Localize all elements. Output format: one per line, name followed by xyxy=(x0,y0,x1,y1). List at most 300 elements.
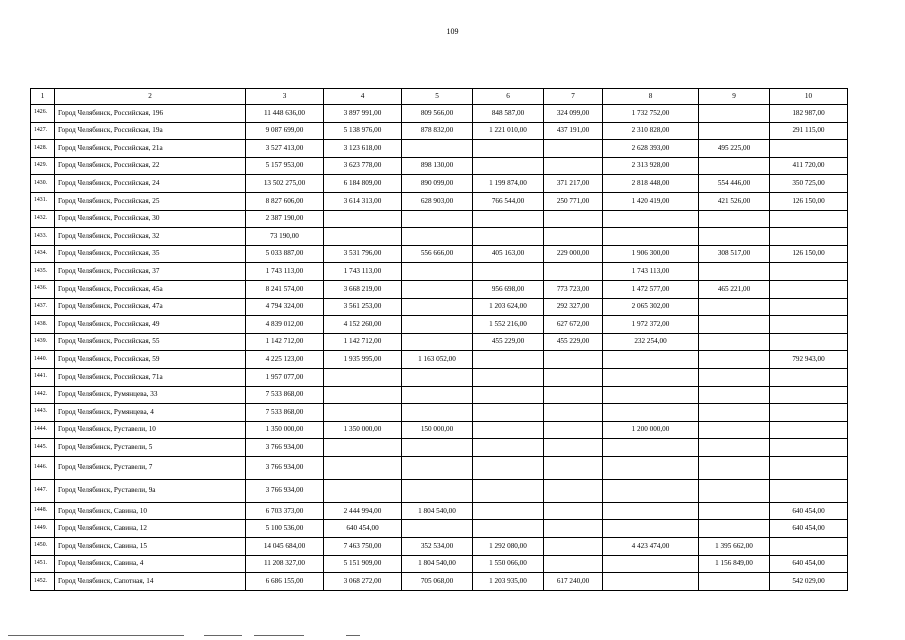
table-row xyxy=(31,520,848,538)
amount-cell: 4 839 012,00 xyxy=(246,316,324,334)
amount-cell xyxy=(402,479,473,502)
amount-cell xyxy=(603,368,699,386)
amount-cell: 1 420 419,00 xyxy=(603,192,699,210)
amount-cell xyxy=(473,210,544,228)
amount-cell: 556 666,00 xyxy=(402,245,473,263)
row-number-cell: 1441. xyxy=(31,368,55,386)
table-row xyxy=(31,210,848,228)
amount-cell: 73 190,00 xyxy=(246,228,324,246)
amount-cell: 1 203 624,00 xyxy=(473,298,544,316)
amount-cell xyxy=(402,280,473,298)
row-number-cell: 1448. xyxy=(31,502,55,520)
address-cell: Город Челябинск, Российская, 22 xyxy=(55,157,246,175)
amount-cell xyxy=(699,502,770,520)
amount-cell: 308 517,00 xyxy=(699,245,770,263)
amount-cell: 640 454,00 xyxy=(770,502,848,520)
amount-cell: 352 534,00 xyxy=(402,538,473,556)
amount-cell: 250 771,00 xyxy=(544,192,603,210)
amount-cell xyxy=(770,210,848,228)
row-number-cell: 1447. xyxy=(31,479,55,502)
amount-cell xyxy=(699,368,770,386)
amount-cell: 1 142 712,00 xyxy=(324,333,402,351)
amount-cell: 9 087 699,00 xyxy=(246,122,324,140)
amount-cell: 773 723,00 xyxy=(544,280,603,298)
amount-cell xyxy=(544,456,603,479)
amount-cell xyxy=(699,404,770,422)
amount-cell: 640 454,00 xyxy=(770,520,848,538)
row-number-cell: 1439. xyxy=(31,333,55,351)
amount-cell xyxy=(603,555,699,573)
amount-cell: 3 123 618,00 xyxy=(324,140,402,158)
amount-cell xyxy=(770,280,848,298)
amount-cell: 291 115,00 xyxy=(770,122,848,140)
amount-cell: 465 221,00 xyxy=(699,280,770,298)
amount-cell xyxy=(699,479,770,502)
address-cell: Город Челябинск, Российская, 196 xyxy=(55,105,246,123)
address-cell: Город Челябинск, Российская, 30 xyxy=(55,210,246,228)
table-row xyxy=(31,175,848,193)
amount-cell xyxy=(770,263,848,281)
amount-cell xyxy=(473,502,544,520)
amount-cell: 1 221 010,00 xyxy=(473,122,544,140)
amount-cell: 2 313 928,00 xyxy=(603,157,699,175)
amount-cell: 956 698,00 xyxy=(473,280,544,298)
amount-cell: 6 703 373,00 xyxy=(246,502,324,520)
amount-cell xyxy=(402,368,473,386)
footer-rule xyxy=(254,635,304,636)
amount-cell xyxy=(402,316,473,334)
amount-cell: 437 191,00 xyxy=(544,122,603,140)
amount-cell: 1 743 113,00 xyxy=(603,263,699,281)
row-number-cell: 1449. xyxy=(31,520,55,538)
address-cell: Город Челябинск, Российская, 37 xyxy=(55,263,246,281)
amount-cell: 1 292 080,00 xyxy=(473,538,544,556)
amount-cell: 4 152 260,00 xyxy=(324,316,402,334)
header-cell-8: 8 xyxy=(603,89,699,105)
amount-cell xyxy=(473,351,544,369)
amount-cell: 1 199 874,00 xyxy=(473,175,544,193)
amount-cell: 1 906 300,00 xyxy=(603,245,699,263)
amount-cell: 5 151 909,00 xyxy=(324,555,402,573)
address-cell: Город Челябинск, Российская, 24 xyxy=(55,175,246,193)
amount-cell xyxy=(544,439,603,457)
amount-cell xyxy=(770,368,848,386)
table-row xyxy=(31,351,848,369)
row-number-cell: 1430. xyxy=(31,175,55,193)
amount-cell: 1 804 540,00 xyxy=(402,502,473,520)
row-number-cell: 1434. xyxy=(31,245,55,263)
amount-cell: 2 628 393,00 xyxy=(603,140,699,158)
amount-cell xyxy=(544,404,603,422)
amount-cell: 3 766 934,00 xyxy=(246,439,324,457)
footer-rule xyxy=(204,635,242,636)
amount-cell: 1 163 052,00 xyxy=(402,351,473,369)
address-cell: Город Челябинск, Российская, 19а xyxy=(55,122,246,140)
amount-cell xyxy=(544,210,603,228)
amount-cell xyxy=(402,456,473,479)
amount-cell: 455 229,00 xyxy=(473,333,544,351)
table-row xyxy=(31,280,848,298)
address-cell: Город Челябинск, Российская, 55 xyxy=(55,333,246,351)
table-row xyxy=(31,502,848,520)
amount-cell: 11 208 327,00 xyxy=(246,555,324,573)
amount-cell xyxy=(603,439,699,457)
amount-cell: 628 903,00 xyxy=(402,192,473,210)
amount-cell xyxy=(544,386,603,404)
amount-cell xyxy=(699,122,770,140)
amount-cell: 792 943,00 xyxy=(770,351,848,369)
row-number-cell: 1426. xyxy=(31,105,55,123)
row-number-cell: 1451. xyxy=(31,555,55,573)
amount-cell xyxy=(473,456,544,479)
amount-cell: 1 957 077,00 xyxy=(246,368,324,386)
amount-cell: 5 100 536,00 xyxy=(246,520,324,538)
table-row xyxy=(31,105,848,123)
amount-cell: 878 832,00 xyxy=(402,122,473,140)
amount-cell xyxy=(770,386,848,404)
amount-cell: 627 672,00 xyxy=(544,316,603,334)
amount-cell xyxy=(770,298,848,316)
amount-cell: 5 033 887,00 xyxy=(246,245,324,263)
amount-cell: 7 533 868,00 xyxy=(246,404,324,422)
amount-cell xyxy=(544,368,603,386)
amount-cell xyxy=(544,479,603,502)
amount-cell: 1 552 216,00 xyxy=(473,316,544,334)
amount-cell xyxy=(699,228,770,246)
address-cell: Город Челябинск, Савина, 15 xyxy=(55,538,246,556)
amount-cell: 7 463 750,00 xyxy=(324,538,402,556)
amount-cell: 229 000,00 xyxy=(544,245,603,263)
amount-cell: 766 544,00 xyxy=(473,192,544,210)
amount-cell xyxy=(324,386,402,404)
amount-cell: 554 446,00 xyxy=(699,175,770,193)
table-body xyxy=(31,89,848,591)
amount-cell xyxy=(544,538,603,556)
amount-cell: 3 623 778,00 xyxy=(324,157,402,175)
amount-cell: 11 448 636,00 xyxy=(246,105,324,123)
amount-cell: 2 444 994,00 xyxy=(324,502,402,520)
amount-cell: 150 000,00 xyxy=(402,421,473,439)
amount-cell xyxy=(544,555,603,573)
amount-cell: 890 099,00 xyxy=(402,175,473,193)
table-row xyxy=(31,439,848,457)
amount-cell xyxy=(699,439,770,457)
amount-cell xyxy=(770,316,848,334)
amount-cell: 6 184 809,00 xyxy=(324,175,402,193)
amount-cell xyxy=(473,140,544,158)
amount-cell: 6 686 155,00 xyxy=(246,573,324,591)
amount-cell xyxy=(770,421,848,439)
amount-cell: 1 732 752,00 xyxy=(603,105,699,123)
amount-cell: 495 225,00 xyxy=(699,140,770,158)
table-row xyxy=(31,333,848,351)
address-cell: Город Челябинск, Савина, 10 xyxy=(55,502,246,520)
amount-cell: 4 423 474,00 xyxy=(603,538,699,556)
amount-cell xyxy=(770,479,848,502)
amount-cell xyxy=(324,368,402,386)
amount-cell: 3 766 934,00 xyxy=(246,456,324,479)
table-row xyxy=(31,573,848,591)
amount-cell: 1 156 849,00 xyxy=(699,555,770,573)
amount-cell xyxy=(699,298,770,316)
table-row xyxy=(31,386,848,404)
amount-cell xyxy=(473,228,544,246)
amount-cell xyxy=(770,333,848,351)
amount-cell xyxy=(402,439,473,457)
amount-cell xyxy=(699,421,770,439)
header-cell-7: 7 xyxy=(544,89,603,105)
amount-cell: 5 157 953,00 xyxy=(246,157,324,175)
amount-cell: 126 150,00 xyxy=(770,245,848,263)
amount-cell: 1 743 113,00 xyxy=(324,263,402,281)
amount-cell xyxy=(473,263,544,281)
amount-cell xyxy=(402,520,473,538)
amount-cell: 705 068,00 xyxy=(402,573,473,591)
header-cell-3: 3 xyxy=(246,89,324,105)
row-number-cell: 1427. xyxy=(31,122,55,140)
amount-cell xyxy=(603,351,699,369)
amount-cell xyxy=(699,520,770,538)
amount-cell: 1 395 662,00 xyxy=(699,538,770,556)
row-number-cell: 1444. xyxy=(31,421,55,439)
amount-cell xyxy=(770,538,848,556)
row-number-cell: 1435. xyxy=(31,263,55,281)
amount-cell xyxy=(699,351,770,369)
amount-cell: 1 200 000,00 xyxy=(603,421,699,439)
row-number-cell: 1445. xyxy=(31,439,55,457)
amount-cell xyxy=(324,479,402,502)
address-cell: Город Челябинск, Руставели, 7 xyxy=(55,456,246,479)
table-row xyxy=(31,157,848,175)
table-row xyxy=(31,404,848,422)
header-cell-6: 6 xyxy=(473,89,544,105)
header-cell-2: 2 xyxy=(55,89,246,105)
row-number-cell: 1438. xyxy=(31,316,55,334)
address-cell: Город Челябинск, Руставели, 9а xyxy=(55,479,246,502)
amount-cell: 5 138 976,00 xyxy=(324,122,402,140)
row-number-cell: 1443. xyxy=(31,404,55,422)
address-cell: Город Челябинск, Российская, 25 xyxy=(55,192,246,210)
row-number-cell: 1452. xyxy=(31,573,55,591)
amount-cell xyxy=(770,140,848,158)
table-row xyxy=(31,316,848,334)
table-row xyxy=(31,368,848,386)
row-number-cell: 1442. xyxy=(31,386,55,404)
amount-cell xyxy=(402,298,473,316)
table-row xyxy=(31,228,848,246)
amount-cell xyxy=(324,404,402,422)
amount-cell: 324 099,00 xyxy=(544,105,603,123)
row-number-cell: 1446. xyxy=(31,456,55,479)
amount-cell: 542 029,00 xyxy=(770,573,848,591)
amount-cell xyxy=(324,439,402,457)
footer-rule xyxy=(346,635,360,636)
amount-cell xyxy=(544,520,603,538)
amount-cell: 126 150,00 xyxy=(770,192,848,210)
amount-cell: 3 068 272,00 xyxy=(324,573,402,591)
amount-cell xyxy=(699,263,770,281)
header-cell-1: 1 xyxy=(31,89,55,105)
amount-cell xyxy=(699,333,770,351)
amount-cell xyxy=(402,404,473,422)
amount-cell xyxy=(699,456,770,479)
amount-cell: 371 217,00 xyxy=(544,175,603,193)
amount-cell: 3 527 413,00 xyxy=(246,140,324,158)
table-row xyxy=(31,421,848,439)
amount-cell: 1 935 995,00 xyxy=(324,351,402,369)
address-cell: Город Челябинск, Савина, 4 xyxy=(55,555,246,573)
amount-cell: 13 502 275,00 xyxy=(246,175,324,193)
amount-cell: 2 387 190,00 xyxy=(246,210,324,228)
amount-cell xyxy=(473,520,544,538)
amount-cell: 2 310 828,00 xyxy=(603,122,699,140)
amount-cell: 182 987,00 xyxy=(770,105,848,123)
amount-cell: 3 614 313,00 xyxy=(324,192,402,210)
amount-cell: 232 254,00 xyxy=(603,333,699,351)
amount-cell xyxy=(770,404,848,422)
amount-cell xyxy=(699,105,770,123)
row-number-cell: 1428. xyxy=(31,140,55,158)
table-row xyxy=(31,263,848,281)
amount-cell xyxy=(473,368,544,386)
header-cell-9: 9 xyxy=(699,89,770,105)
amount-cell: 809 566,00 xyxy=(402,105,473,123)
amount-cell: 1 472 577,00 xyxy=(603,280,699,298)
table-row xyxy=(31,298,848,316)
address-cell: Город Челябинск, Руставели, 10 xyxy=(55,421,246,439)
amount-cell: 1 972 372,00 xyxy=(603,316,699,334)
amount-cell xyxy=(603,573,699,591)
amount-cell xyxy=(603,502,699,520)
table-row xyxy=(31,245,848,263)
amount-cell xyxy=(603,210,699,228)
amount-cell: 8 827 606,00 xyxy=(246,192,324,210)
amount-cell xyxy=(402,210,473,228)
amount-cell: 617 240,00 xyxy=(544,573,603,591)
table-row xyxy=(31,479,848,502)
table-row xyxy=(31,538,848,556)
budget-table xyxy=(30,88,848,591)
page-number: 109 xyxy=(446,27,459,36)
amount-cell: 3 561 253,00 xyxy=(324,298,402,316)
address-cell: Город Челябинск, Российская, 47а xyxy=(55,298,246,316)
amount-cell xyxy=(473,404,544,422)
address-cell: Город Челябинск, Савина, 12 xyxy=(55,520,246,538)
address-cell: Город Челябинск, Румянцева, 4 xyxy=(55,404,246,422)
amount-cell xyxy=(544,351,603,369)
amount-cell xyxy=(473,386,544,404)
amount-cell: 3 897 991,00 xyxy=(324,105,402,123)
amount-cell: 1 203 935,00 xyxy=(473,573,544,591)
amount-cell xyxy=(544,263,603,281)
row-number-cell: 1437. xyxy=(31,298,55,316)
amount-cell xyxy=(402,386,473,404)
table-row xyxy=(31,456,848,479)
table-row xyxy=(31,555,848,573)
amount-cell xyxy=(544,421,603,439)
amount-cell xyxy=(544,140,603,158)
footer-rule xyxy=(8,635,184,636)
row-number-cell: 1436. xyxy=(31,280,55,298)
amount-cell: 1 350 000,00 xyxy=(324,421,402,439)
address-cell: Город Челябинск, Румянцева, 33 xyxy=(55,386,246,404)
table-row xyxy=(31,122,848,140)
header-cell-4: 4 xyxy=(324,89,402,105)
amount-cell xyxy=(402,140,473,158)
amount-cell xyxy=(603,456,699,479)
amount-cell xyxy=(699,210,770,228)
amount-cell xyxy=(473,421,544,439)
amount-cell: 640 454,00 xyxy=(770,555,848,573)
amount-cell: 8 241 574,00 xyxy=(246,280,324,298)
amount-cell: 455 229,00 xyxy=(544,333,603,351)
amount-cell: 4 794 324,00 xyxy=(246,298,324,316)
amount-cell: 2 818 448,00 xyxy=(603,175,699,193)
amount-cell: 411 720,00 xyxy=(770,157,848,175)
amount-cell xyxy=(699,316,770,334)
address-cell: Город Челябинск, Российская, 32 xyxy=(55,228,246,246)
amount-cell: 1 743 113,00 xyxy=(246,263,324,281)
address-cell: Город Челябинск, Российская, 21а xyxy=(55,140,246,158)
amount-cell xyxy=(544,157,603,175)
amount-cell: 1 142 712,00 xyxy=(246,333,324,351)
amount-cell: 848 587,00 xyxy=(473,105,544,123)
amount-cell xyxy=(603,520,699,538)
amount-cell xyxy=(544,502,603,520)
row-number-cell: 1432. xyxy=(31,210,55,228)
amount-cell: 292 327,00 xyxy=(544,298,603,316)
amount-cell xyxy=(324,456,402,479)
amount-cell xyxy=(770,228,848,246)
amount-cell: 1 350 000,00 xyxy=(246,421,324,439)
amount-cell: 1 550 066,00 xyxy=(473,555,544,573)
amount-cell: 7 533 868,00 xyxy=(246,386,324,404)
amount-cell: 421 526,00 xyxy=(699,192,770,210)
address-cell: Город Челябинск, Российская, 71а xyxy=(55,368,246,386)
amount-cell xyxy=(324,210,402,228)
amount-cell xyxy=(699,157,770,175)
table-row xyxy=(31,140,848,158)
amount-cell: 640 454,00 xyxy=(324,520,402,538)
header-cell-10: 10 xyxy=(770,89,848,105)
header-cell-5: 5 xyxy=(402,89,473,105)
amount-cell xyxy=(699,386,770,404)
amount-cell xyxy=(402,333,473,351)
amount-cell: 14 045 684,00 xyxy=(246,538,324,556)
address-cell: Город Челябинск, Российская, 59 xyxy=(55,351,246,369)
row-number-cell: 1450. xyxy=(31,538,55,556)
row-number-cell: 1440. xyxy=(31,351,55,369)
amount-cell xyxy=(473,439,544,457)
amount-cell xyxy=(603,228,699,246)
address-cell: Город Челябинск, Российская, 35 xyxy=(55,245,246,263)
address-cell: Город Челябинск, Российская, 49 xyxy=(55,316,246,334)
row-number-cell: 1429. xyxy=(31,157,55,175)
amount-cell xyxy=(770,439,848,457)
amount-cell xyxy=(603,404,699,422)
amount-cell xyxy=(473,479,544,502)
amount-cell xyxy=(324,228,402,246)
row-number-cell: 1431. xyxy=(31,192,55,210)
amount-cell xyxy=(699,573,770,591)
amount-cell: 3 531 796,00 xyxy=(324,245,402,263)
amount-cell xyxy=(473,157,544,175)
header-row xyxy=(31,89,848,105)
amount-cell: 3 766 934,00 xyxy=(246,479,324,502)
amount-cell: 4 225 123,00 xyxy=(246,351,324,369)
amount-cell: 350 725,00 xyxy=(770,175,848,193)
amount-cell: 405 163,00 xyxy=(473,245,544,263)
